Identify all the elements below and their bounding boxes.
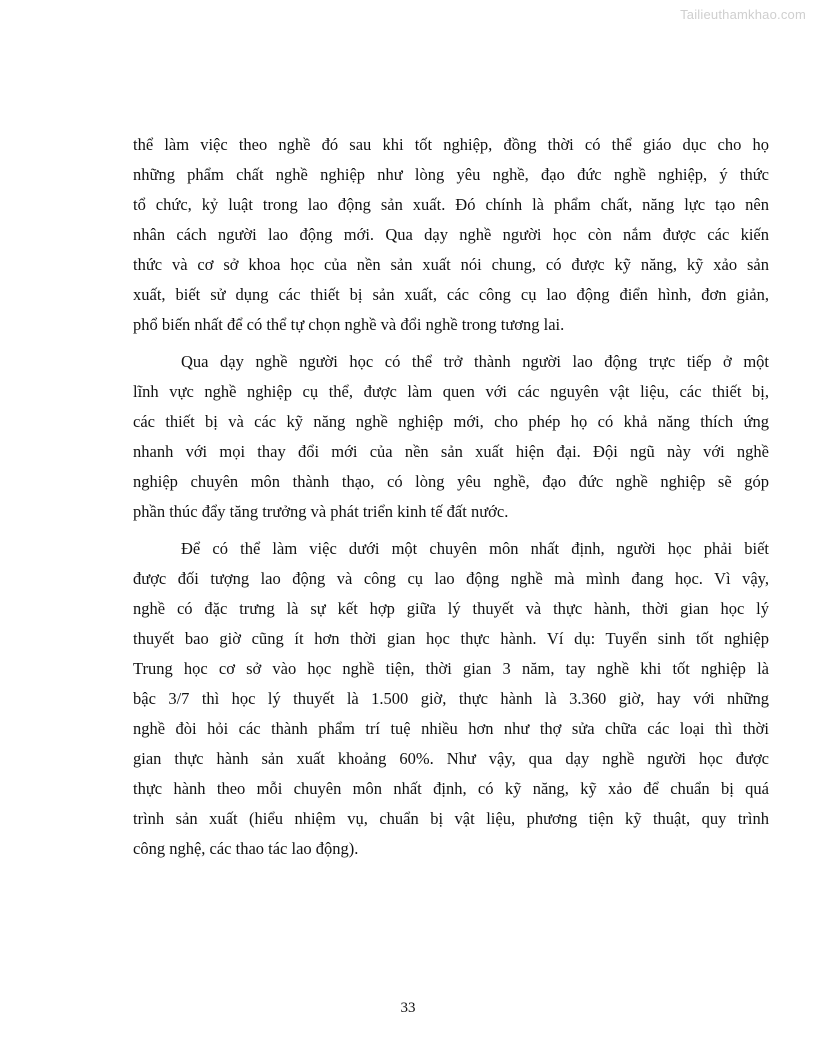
text-line: nghiệp chuyên môn thành thạo, có lòng yêu nghề, đạo đức nghề nghiệp sẽ góp (133, 472, 769, 491)
text-line: nhân cách người lao động mới. Qua dạy nghề người học còn nắm được các kiến (133, 225, 769, 244)
text-line: phổ biến nhất để có thể tự chọn nghề và đổi nghề trong tương lai. (133, 315, 565, 334)
text-line: các thiết bị và các kỹ năng nghề nghiệp mới, cho phép họ có khả năng thích ứng (133, 412, 769, 431)
text-line: xuất, biết sử dụng các thiết bị sản xuất, các công cụ lao động điển hình, đơn giản, (133, 285, 769, 304)
document-body (133, 130, 769, 864)
text-line: những phẩm chất nghề nghiệp như lòng yêu nghề, đạo đức nghề nghiệp, ý thức (133, 165, 769, 184)
text-line: thuyết bao giờ cũng ít hơn thời gian học thực hành. Ví dụ: Tuyển sinh tốt nghiệp (133, 629, 769, 648)
text-line: Qua dạy nghề người học có thể trở thành người lao động trực tiếp ở một (181, 352, 769, 371)
text-line: gian thực hành sản xuất khoảng 60%. Như vậy, qua dạy nghề người học được (133, 749, 769, 768)
text-line: trình sản xuất (hiểu nhiệm vụ, chuẩn bị vật liệu, phương tiện kỹ thuật, quy trình (133, 809, 769, 828)
text-line: thực hành theo mỗi chuyên môn nhất định, có kỹ năng, kỹ xảo để chuẩn bị quá (133, 779, 769, 798)
text-line: tổ chức, kỷ luật trong lao động sản xuất. Đó chính là phẩm chất, năng lực tạo nên (133, 195, 769, 214)
paragraph-3 (133, 534, 769, 864)
watermark-text: Tailieuthamkhao.com (680, 7, 806, 22)
paragraph-1 (133, 130, 769, 340)
text-line: lĩnh vực nghề nghiệp cụ thể, được làm quen với các nguyên vật liệu, các thiết bị, (133, 382, 769, 401)
text-line: nhanh với mọi thay đổi mới của nền sản xuất hiện đại. Đội ngũ này với nghề (133, 442, 769, 461)
text-line: thức và cơ sở khoa học của nền sản xuất nói chung, có được kỹ năng, kỹ xảo sản (133, 255, 769, 274)
text-line: Trung học cơ sở vào học nghề tiện, thời gian 3 năm, tay nghề khi tốt nghiệp là (133, 659, 769, 678)
text-line: thể làm việc theo nghề đó sau khi tốt nghiệp, đồng thời có thể giáo dục cho họ (133, 135, 769, 154)
text-line: Để có thể làm việc dưới một chuyên môn nhất định, người học phải biết (181, 539, 769, 558)
text-line: phần thúc đẩy tăng trưởng và phát triển kinh tế đất nước. (133, 502, 509, 521)
text-line: bậc 3/7 thì học lý thuyết là 1.500 giờ, thực hành là 3.360 giờ, hay với những (133, 689, 769, 708)
page-number: 33 (400, 1000, 416, 1016)
text-line: công nghệ, các thao tác lao động). (133, 839, 359, 858)
text-line: nghề có đặc trưng là sự kết hợp giữa lý thuyết và thực hành, thời gian học lý (133, 599, 769, 618)
text-line: nghề đòi hỏi các thành phẩm trí tuệ nhiều hơn như thợ sửa chữa các loại thì thời (133, 719, 769, 738)
text-line: được đối tượng lao động và công cụ lao động nghề mà mình đang học. Vì vậy, (133, 569, 769, 588)
paragraph-2 (133, 347, 769, 527)
